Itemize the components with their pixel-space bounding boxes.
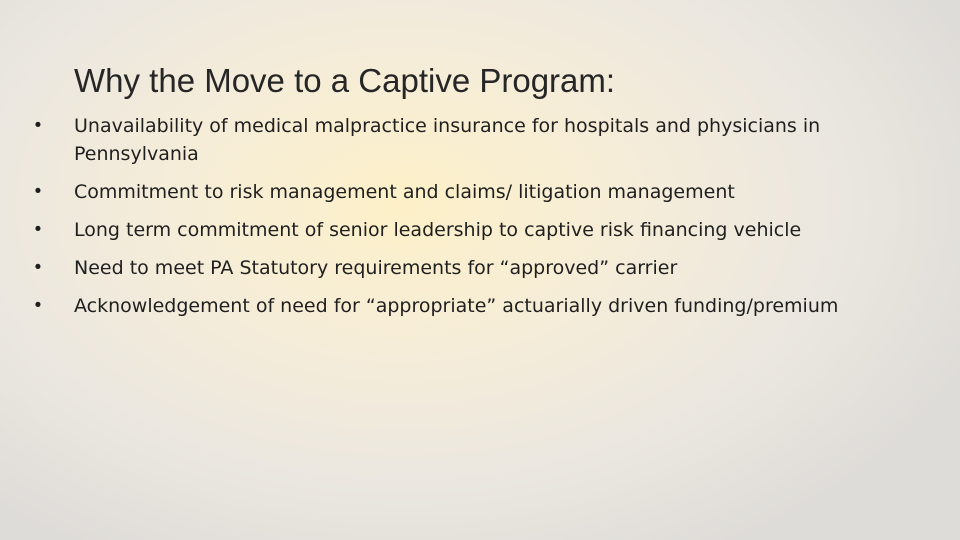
bullet-text: Unavailability of medical malpractice insurance for hospitals and physicians in Pennsylvania xyxy=(74,115,821,165)
bullet-item-5 xyxy=(28,292,918,320)
bullet-icon: • xyxy=(34,295,42,316)
bullet-icon: • xyxy=(34,219,42,240)
bullet-icon: • xyxy=(34,257,42,278)
bullet-icon: • xyxy=(34,181,42,202)
bullet-text: Commitment to risk management and claims/ litigation management xyxy=(74,181,735,203)
bullet-text: Acknowledgement of need for “appropriate” actuarially driven funding/premium xyxy=(74,295,839,317)
bullet-item-4 xyxy=(28,254,918,282)
slide-title: Why the Move to a Captive Program: xyxy=(74,62,616,99)
bullet-icon: • xyxy=(34,115,42,136)
bullet-item-2 xyxy=(28,178,918,206)
bullet-item-3 xyxy=(28,216,918,244)
bullet-list xyxy=(28,112,918,330)
bullet-item-1 xyxy=(28,112,918,168)
bullet-text: Long term commitment of senior leadership to captive risk financing vehicle xyxy=(74,219,802,241)
bullet-text: Need to meet PA Statutory requirements for “approved” carrier xyxy=(74,257,678,279)
